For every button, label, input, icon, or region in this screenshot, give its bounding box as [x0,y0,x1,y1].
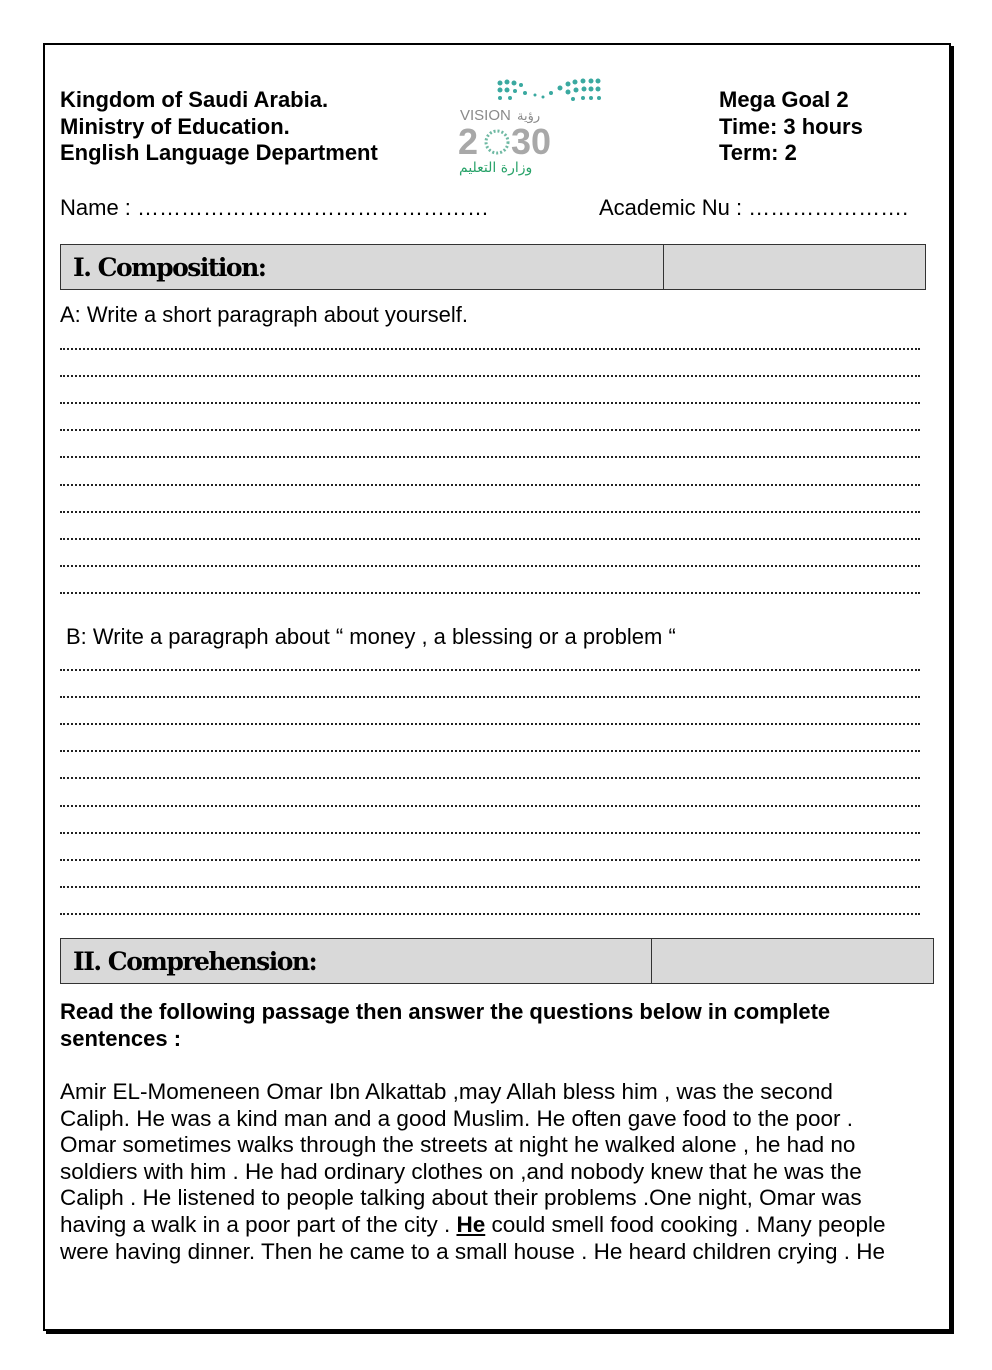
header-left [60,87,378,167]
prompt-a: A: Write a short paragraph about yourself. [60,302,469,327]
instruction-line: sentences : [60,1025,182,1051]
name-field[interactable] [60,195,489,221]
answer-line[interactable] [60,750,920,752]
header-country: Kingdom of Saudi Arabia. [60,87,329,112]
header-department: English Language Department [60,140,378,165]
logo-year-text: 2 [458,121,479,162]
academic-number-dots: …………………. [748,195,909,220]
answer-line[interactable] [60,375,920,377]
passage-line: soldiers with him . He had ordinary clothes on ,and nobody knew that he was the [60,1158,862,1184]
section-comprehension-title: II. Comprehension: [61,939,652,983]
answer-line[interactable] [60,348,920,350]
header-term: Term: 2 [719,140,797,165]
header-course: Mega Goal 2 [719,87,849,112]
answer-line[interactable] [60,913,920,915]
answer-line[interactable] [60,859,920,861]
answer-line[interactable] [60,723,920,725]
passage-line: were having dinner. Then he came to a small house . He heard children crying . He [60,1238,886,1264]
answer-line[interactable] [60,484,920,486]
score-box [664,245,925,289]
answer-line[interactable] [60,592,920,594]
section-composition-title: I. Composition: [61,245,664,289]
passage-text: having a walk in a poor part of the city . [60,1211,457,1237]
underlined-pronoun: He [456,1211,486,1237]
answer-line[interactable] [60,777,920,779]
prompt-b: B: Write a paragraph about “ money , a blessing or a problem “ [66,624,676,649]
logo-ministry-text: وزارة التعليم [459,160,533,176]
answer-line[interactable] [60,538,920,540]
answer-line[interactable] [60,669,920,671]
passage-line: Caliph. He was a kind man and a good Muslim. He often gave food to the poor . [60,1105,853,1131]
passage-line: Caliph . He listened to people talking about their problems .One night, Omar was [60,1185,862,1211]
answer-line[interactable] [60,886,920,888]
answer-line[interactable] [60,402,920,404]
reading-passage [60,1079,885,1265]
passage-line [60,1212,885,1239]
score-box [652,939,933,983]
passage-line: Omar sometimes walks through the streets at night he walked alone , he had no [60,1132,856,1158]
vision-2030-logo [455,76,611,178]
answer-line[interactable] [60,832,920,834]
name-dots: ………………………………………… [137,195,490,220]
svg-text:30: 30 [511,121,552,162]
answer-line[interactable] [60,456,920,458]
comprehension-instruction [60,999,830,1052]
instruction-line: Read the following passage then answer the questions below in complete [60,999,831,1024]
answer-line[interactable] [60,696,920,698]
section-composition-header [60,244,926,290]
answer-line[interactable] [60,805,920,807]
header-right [719,87,863,167]
svg-text:رؤية: رؤية [517,109,541,124]
answer-line[interactable] [60,511,920,513]
header-ministry: Ministry of Education. [60,113,290,139]
passage-line: Amir EL-Momeneen Omar Ibn Alkattab ,may Allah bless him , was the second [60,1079,833,1104]
name-label: Name : [60,195,138,220]
academic-number-label: Academic Nu : [599,195,749,220]
academic-number-field[interactable] [599,195,908,221]
passage-text: could smell food cooking . Many people [485,1211,886,1237]
header-time: Time: 3 hours [719,113,863,139]
answer-line[interactable] [60,429,920,431]
logo-vision-text: VISION [460,107,511,124]
answer-line[interactable] [60,565,920,567]
section-comprehension-header [60,938,934,984]
